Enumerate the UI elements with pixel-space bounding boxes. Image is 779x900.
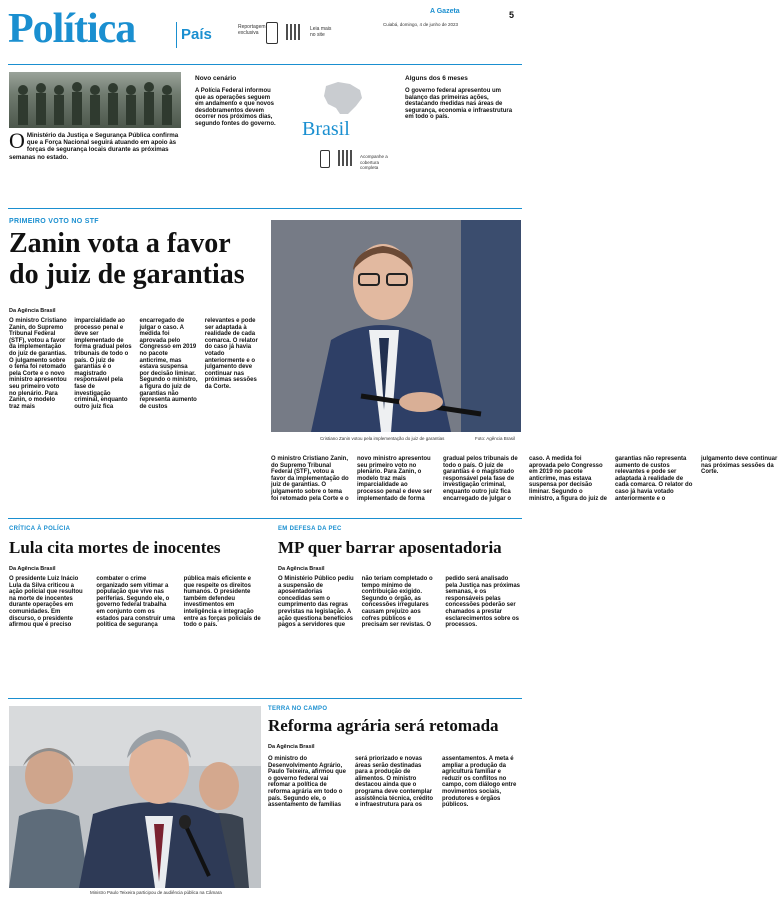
zanin-credit: Foto: Agência Brasil [475, 436, 516, 441]
zanin-photo-graphic [271, 220, 521, 432]
top-col4-head: Alguns dos 6 meses [405, 75, 468, 82]
reforma-byline: Da Agência Brasil [268, 744, 315, 750]
reforma-body: O ministro do Desenvolvimento Agrário, Paulo Teixeira, afirmou que o governo federal vai retomar a política de reforma agrária em todo o país. Segundo ele, o assentamento de famílias será priorizado e novas áreas serão destinadas para a produção de alimentos. O ministro destacou ainda que o programa deve contemplar assistência técnica, crédito e infraestrutura para os assentamentos. A meta é ampliar a produção da agricultura familiar e reduzir os conflitos no campo, com diálogo entre movimentos sociais, produtores e órgãos públicos. [268, 756, 517, 809]
lula-byline: Da Agência Brasil [9, 566, 56, 572]
top-col4-text: O governo federal apresentou um balanço das primeiras ações, destacando medidas nas áreas de segurança, economia e infraestrutura em todo o país. [405, 88, 513, 121]
mp-body: O Ministério Público pediu a suspensão de aposentadorias concedidas sem o cumprimento das regras previstas na legislação. A ação questiona benefícios pagos a servidores que não teriam completado o tempo mínimo de contribuição exigido. Segundo o órgão, as concessões irregulares causam prejuízo aos cofres públicos e precisam ser revistas. O pedido será analisado pela Justiça nas próximas semanas, e os responsáveis pelas concessões poderão ser chamados a prestar esclarecimentos sobre os processos. [278, 576, 521, 629]
top-lead-text [9, 128, 181, 192]
lula-body: O presidente Luiz Inácio Lula da Silva criticou a ação policial que resultou na morte de inocentes durante operações em comunidades. Em discurso, o presidente afirmou que é preciso combater o crime organizado sem vitimar a população que vive nas periferias. Segundo ele, o governo federal trabalha em conjunto com os estados para construir uma política de segurança pública mais eficiente e que respeite os direitos humanos. O presidente também defendeu investimentos em inteligência e integração entre as forças policiais de todo o país. [9, 576, 261, 629]
reforma-caption: Ministro Paulo Teixeira participou de audiência pública na Câmara [90, 890, 222, 895]
zanin-headline-line-2: do juiz de garantias [9, 259, 245, 290]
troops-photo-graphic [9, 72, 181, 128]
zanin-byline: Da Agência Brasil [9, 308, 56, 314]
mid-rule [8, 698, 522, 699]
header-tagline [238, 24, 266, 36]
lula-kicker: CRÍTICA À POLÍCIA [9, 526, 71, 532]
lead-dropcap: O [9, 128, 25, 153]
phone-icon [266, 22, 278, 44]
header-side-note-line-2: no site [310, 32, 325, 38]
dateline: Cuiabá, domingo, 4 de junho de 2023 [383, 22, 459, 27]
reforma-photo-graphic [9, 706, 261, 888]
section-title: Política [8, 6, 136, 52]
mp-byline: Da Agência Brasil [278, 566, 325, 572]
mp-headline: MP quer barrar aposentadoria [278, 538, 502, 557]
header-side-note-line-1: Leia mais [310, 26, 332, 32]
zanin-headline-line-1: Zanin vota a favor [9, 228, 231, 259]
header-side-note [310, 26, 331, 38]
header-tagline-line-1: Reportagem [238, 24, 266, 30]
header-tagline-line-2: exclusiva [238, 30, 259, 36]
reforma-kicker: TERRA NO CAMPO [268, 706, 328, 712]
brasil-sub: Acompanhe a cobertura completa [360, 154, 388, 170]
qr-code-icon [286, 24, 302, 40]
page-number: 5 [509, 10, 515, 20]
zanin-kicker: PRIMEIRO VOTO NO STF [9, 218, 99, 225]
brasil-qr-icon [338, 150, 354, 166]
zanin-photo [271, 220, 521, 432]
top-col2-head: Novo cenário [195, 75, 237, 82]
zanin-caption: Cristiano Zanin votou pela implementação do juiz de garantias [320, 436, 445, 441]
zanin-body-cont [271, 456, 778, 506]
zanin-body: O ministro Cristiano Zanin, do Supremo Tribunal Federal (STF), votou a favor da implementação do juiz de garantias. O julgamento sobre o tema foi retomado pela Corte e o novo ministro apresentou seu primeiro voto no plenário. Para Zanin, o modelo traz mais imparcialidade ao processo penal e deve ser implementado de forma gradual pelos tribunais de todo o país. O juiz de garantias é o magistrado responsável pela fase de investigação criminal, enquanto outro juiz fica encarregado de julgar o caso. A medida foi aprovada pelo Congresso em 2019 no pacote anticrime, mas estava suspensa por decisão liminar. Segundo o ministro, a figura do juiz de garantias não representa aumento de custos relevantes e pode ser adaptada à realidade de cada comarca. O relator do caso já havia votado anteriormente e o julgamento deve continuar nas próximas sessões da Corte. [9, 318, 258, 410]
masthead-logo: A Gazeta [430, 8, 460, 15]
brazil-map-graphic [318, 78, 366, 118]
zanin-body-cont-text: O ministro Cristiano Zanin, do Supremo Tribunal Federal (STF), votou a favor da implementação do juiz de garantias. O julgamento sobre o tema foi retomado pela Corte e o novo ministro apresentou seu primeiro voto no plenário. Para Zanin, o modelo traz mais imparcialidade ao processo penal e deve ser implementado de forma gradual pelos tribunais de todo o país. O juiz de garantias é o magistrado responsável pela fase de investigação criminal, enquanto outro juiz fica encarregado de julgar o caso. A medida foi aprovada pelo Congresso em 2019 no pacote anticrime, mas estava suspensa por decisão liminar. Segundo o ministro, a figura do juiz de garantias não representa aumento de custos relevantes e pode ser adaptada à realidade de cada comarca. O relator do caso já havia votado anteriormente e o julgamento deve continuar nas próximas sessões da Corte. [271, 456, 778, 502]
reforma-photo [9, 706, 261, 888]
troops-photo [9, 72, 181, 128]
zanin-rule [8, 518, 522, 519]
mp-kicker: EM DEFESA DA PEC [278, 526, 342, 532]
header-rule [8, 64, 522, 65]
subsection-title: País [181, 26, 212, 43]
top-lead-body: Ministério da Justiça e Segurança Pública confirma que a Força Nacional seguirá atuando em apoio às forças de segurança locais durante as próximas semanas no estado. [9, 132, 179, 161]
section-divider [176, 22, 177, 48]
top-strip-rule [8, 208, 522, 209]
lula-headline: Lula cita mortes de inocentes [9, 538, 221, 557]
top-col2-text: A Polícia Federal informou que as operações seguem em andamento e que novos desdobramentos devem ocorrer nos próximos dias, segundo fontes do governo. [195, 88, 276, 127]
brasil-phone-icon [320, 150, 330, 168]
brasil-label: Brasil [302, 118, 350, 140]
brazil-map-icon [318, 78, 366, 123]
zanin-headline [9, 228, 245, 290]
reforma-headline: Reforma agrária será retomada [268, 716, 499, 735]
